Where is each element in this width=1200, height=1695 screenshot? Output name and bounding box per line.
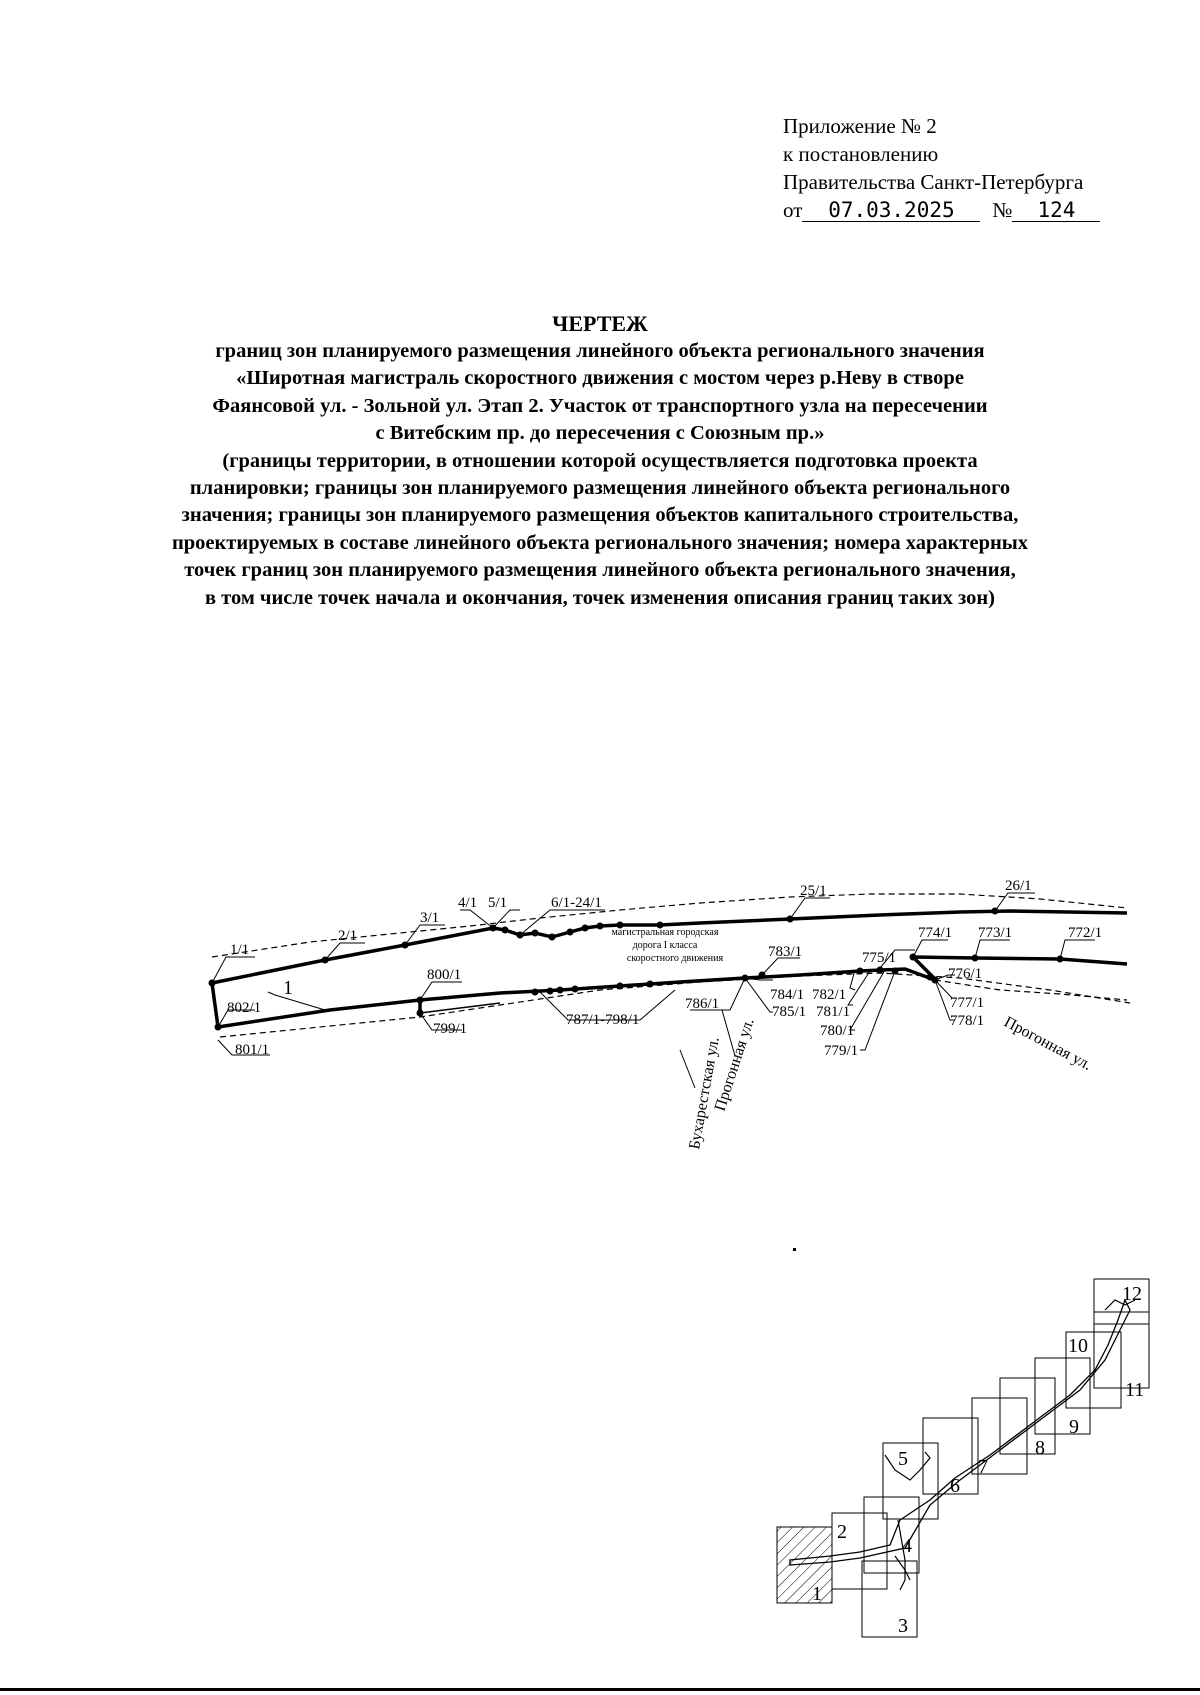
title-heading: ЧЕРТЕЖ bbox=[552, 311, 648, 336]
point-label-787-798: 787/1-798/1 bbox=[566, 1012, 640, 1028]
sheet-9 bbox=[1035, 1358, 1090, 1434]
appendix-to-decree: к постановлению bbox=[783, 142, 939, 166]
point-label-783-1: 783/1 bbox=[768, 944, 803, 960]
sheet-number-4: 4 bbox=[902, 1535, 912, 1557]
point-label-2-1: 2/1 bbox=[338, 928, 358, 944]
point-label-775-1: 775/1 bbox=[862, 950, 897, 966]
point-label-785-1: 785/1 bbox=[772, 1004, 807, 1020]
zone-boundary-inner-right bbox=[913, 957, 1127, 964]
point-label-6-24: 6/1-24/1 bbox=[551, 895, 602, 911]
street-label-progonnaya-right: Прогонная ул. bbox=[1001, 1013, 1095, 1074]
sheet-number-9: 9 bbox=[1069, 1416, 1079, 1438]
point-label-772-1: 772/1 bbox=[1068, 925, 1103, 941]
sheet-number-2: 2 bbox=[837, 1521, 847, 1543]
sheet-5 bbox=[883, 1443, 938, 1519]
point-label-774-1: 774/1 bbox=[918, 925, 953, 941]
point-label-786-1: 786/1 bbox=[685, 996, 720, 1012]
point-label-25-1: 25/1 bbox=[800, 883, 827, 899]
decree-date: 07.03.2025 bbox=[802, 199, 980, 222]
sheet-number-5: 5 bbox=[898, 1448, 908, 1470]
point-label-780-1: 780/1 bbox=[820, 1023, 855, 1039]
sheet-3 bbox=[862, 1561, 917, 1637]
point-label-778-1: 778/1 bbox=[950, 1013, 985, 1029]
appendix-block bbox=[783, 112, 1100, 224]
point-label-1-1: 1/1 bbox=[230, 942, 250, 958]
point-label-782-1: 782/1 bbox=[812, 987, 847, 1003]
point-label-781-1: 781/1 bbox=[816, 1004, 851, 1020]
decree-number: 124 bbox=[1012, 199, 1100, 222]
appendix-government: Правительства Санкт-Петербурга bbox=[783, 170, 1084, 194]
title-subtitle: границ зон планируемого размещения линейного объекта регионального значения «Широтная магистраль скоростного движения с мостом через р.Неву в створе Фаянсовой ул. - Зольной ул. Этап 2. Участок от транспортного узла на пересечении с Витебским пр. до пересечения с Союзным пр.» (границы территории, в отношении которой осуществляется подготовка проекта планировки; границы зон планируемого размещения линейного объекта регионального значения; границы зон планируемого размещения объектов капитального строительства, проектируемых в составе линейного объекта регионального значения; номера характерных точек границ зон планируемого размещения линейного объекта регионального значения, в том числе точек начала и окончания, точек изменения описания границ таких зон) bbox=[171, 340, 1029, 609]
point-label-773-1: 773/1 bbox=[978, 925, 1013, 941]
point-label-777-1: 777/1 bbox=[950, 995, 985, 1011]
road-label-line2: дорога I класса bbox=[632, 940, 698, 951]
point-label-776-1: 776/1 bbox=[948, 966, 983, 982]
stray-dot bbox=[793, 1248, 796, 1251]
sheet-number-10: 10 bbox=[1068, 1335, 1088, 1357]
sheet-number-3: 3 bbox=[898, 1615, 908, 1637]
boundary-drawing bbox=[0, 880, 1200, 1180]
road-label-line1: магистральная городская bbox=[611, 927, 719, 938]
document-title bbox=[100, 310, 1100, 612]
road-label-line3: скоростного движения bbox=[626, 953, 724, 964]
zone-number-label: 1 bbox=[283, 977, 293, 999]
point-label-799-1: 799/1 bbox=[433, 1021, 468, 1037]
point-label-5-1: 5/1 bbox=[488, 895, 508, 911]
point-label-784-1: 784/1 bbox=[770, 987, 805, 1003]
sheet-1 bbox=[777, 1527, 832, 1603]
sheet-number-6: 6 bbox=[950, 1475, 960, 1497]
sheet-number-12: 12 bbox=[1122, 1283, 1142, 1305]
number-prefix: № bbox=[992, 198, 1013, 222]
appendix-number: Приложение № 2 bbox=[783, 114, 937, 138]
sheet-number-11: 11 bbox=[1125, 1379, 1145, 1401]
date-prefix: от bbox=[783, 198, 803, 222]
point-label-800-1: 800/1 bbox=[427, 967, 462, 983]
point-label-26-1: 26/1 bbox=[1005, 880, 1032, 894]
bottom-rule bbox=[0, 1688, 1200, 1691]
street-label-bukharestskaya: Бухарестская ул. bbox=[686, 1035, 723, 1151]
street-label-progonnaya-vertical: Прогонная ул. bbox=[711, 1016, 758, 1114]
sheet-index-diagram bbox=[0, 1270, 1200, 1650]
point-label-779-1: 779/1 bbox=[824, 1043, 859, 1059]
point-label-3-1: 3/1 bbox=[420, 910, 440, 926]
sheet-number-8: 8 bbox=[1035, 1437, 1045, 1459]
decree-date-line bbox=[783, 196, 1100, 224]
point-label-802-1: 802/1 bbox=[227, 1000, 262, 1016]
sheet-number-1: 1 bbox=[812, 1583, 822, 1605]
point-label-801-1: 801/1 bbox=[235, 1042, 270, 1058]
point-label-4-1: 4/1 bbox=[458, 895, 478, 911]
sheet-number-7: 7 bbox=[978, 1456, 988, 1478]
